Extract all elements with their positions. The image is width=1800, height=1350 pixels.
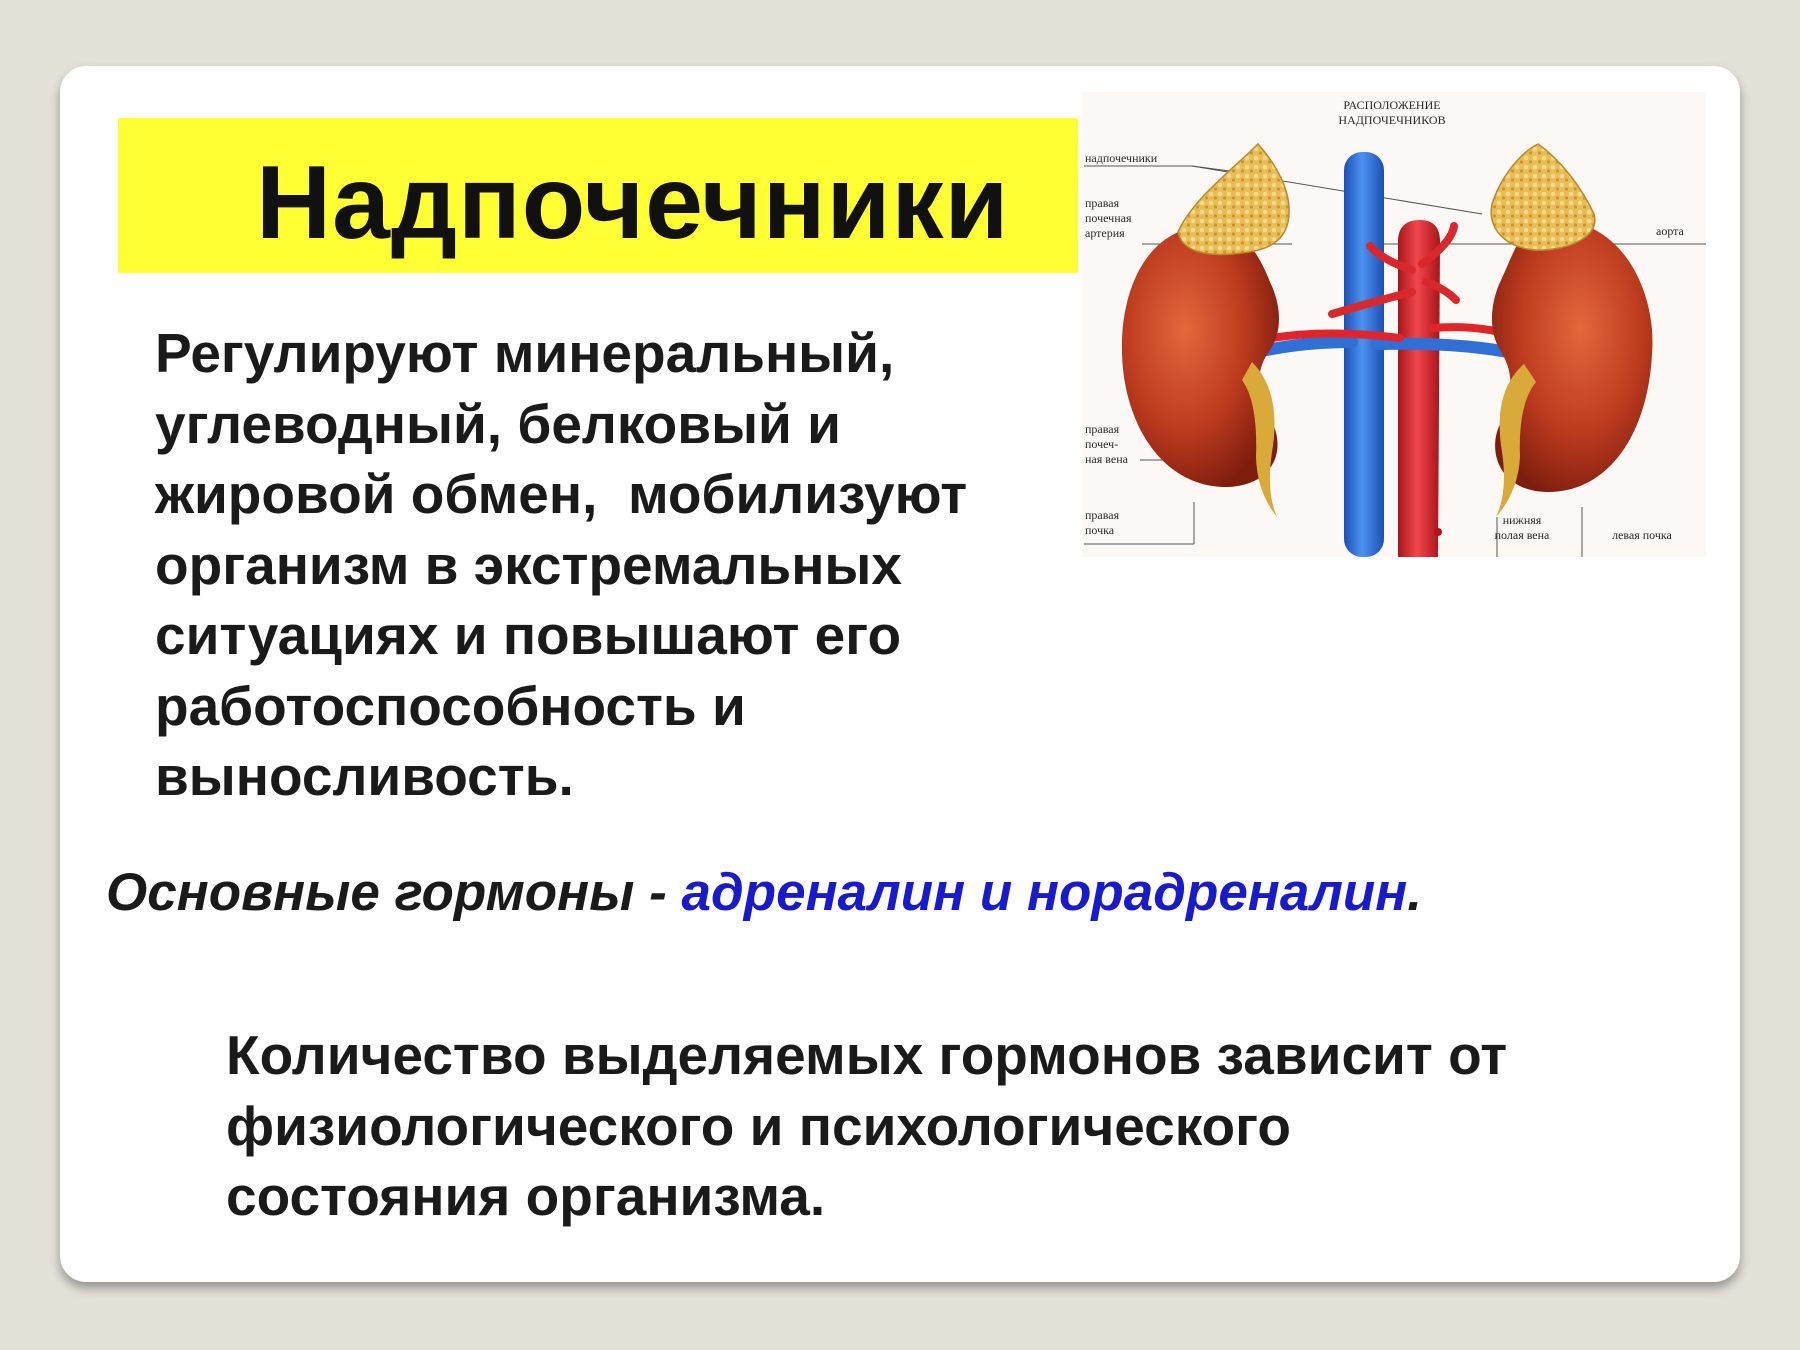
right-kidney-shape — [1122, 226, 1279, 487]
figure-title-line-1: РАСПОЛОЖЕНИЕ — [1343, 98, 1441, 112]
hormones-suffix: . — [1407, 863, 1423, 922]
label-right-renal-vein-3: ная вена — [1085, 452, 1128, 466]
label-left-kidney: левая почка — [1612, 528, 1672, 542]
figure-title-line-2: НАДПОЧЕЧНИКОВ — [1338, 113, 1446, 127]
function-line: ситуациях и повышают его — [155, 604, 902, 666]
hormone-amount-note — [226, 1020, 1686, 1232]
label-right-renal-artery-3: артерия — [1085, 226, 1125, 240]
vena-cava-shape — [1344, 152, 1384, 557]
function-line: жировой обмен, мобилизуют — [155, 463, 968, 525]
hormones-prefix: Основные гормоны - — [106, 863, 682, 922]
label-right-renal-artery-2: почечная — [1085, 211, 1132, 225]
label-aorta: аорта — [1656, 224, 1684, 238]
label-vena-cava-2: полая вена — [1494, 528, 1550, 542]
hormone-names: адреналин и норадреналин — [681, 863, 1408, 922]
right-adrenal-shape — [1178, 144, 1289, 254]
function-line: организм в экстремальных — [155, 533, 902, 596]
function-line: Регулируют минеральный, — [155, 322, 895, 384]
function-line: выносливость. — [155, 745, 574, 807]
left-adrenal-shape — [1491, 144, 1595, 250]
amount-line: Количество выделяемых гормонов зависит от — [226, 1024, 1508, 1086]
amount-line: состояния организма. — [226, 1165, 826, 1227]
label-right-kidney-2: почка — [1085, 523, 1115, 537]
label-right-renal-vein-1: правая — [1085, 422, 1120, 436]
function-line: работоспособность и — [155, 674, 746, 737]
label-right-renal-vein-2: почеч- — [1085, 437, 1119, 451]
main-hormones — [106, 858, 1706, 928]
label-adrenals: надпочечники — [1085, 151, 1158, 165]
label-vena-cava-1: нижняя — [1502, 513, 1542, 527]
function-line: углеводный, белковый и — [155, 392, 841, 455]
amount-line: физиологического и психологического — [226, 1094, 1291, 1157]
adrenal-anatomy-figure — [1082, 92, 1706, 557]
label-right-kidney-1: правая — [1085, 508, 1120, 522]
page-title: Надпочечники — [256, 145, 1010, 261]
function-description — [155, 318, 1055, 812]
label-right-renal-artery-1: правая — [1085, 196, 1120, 210]
